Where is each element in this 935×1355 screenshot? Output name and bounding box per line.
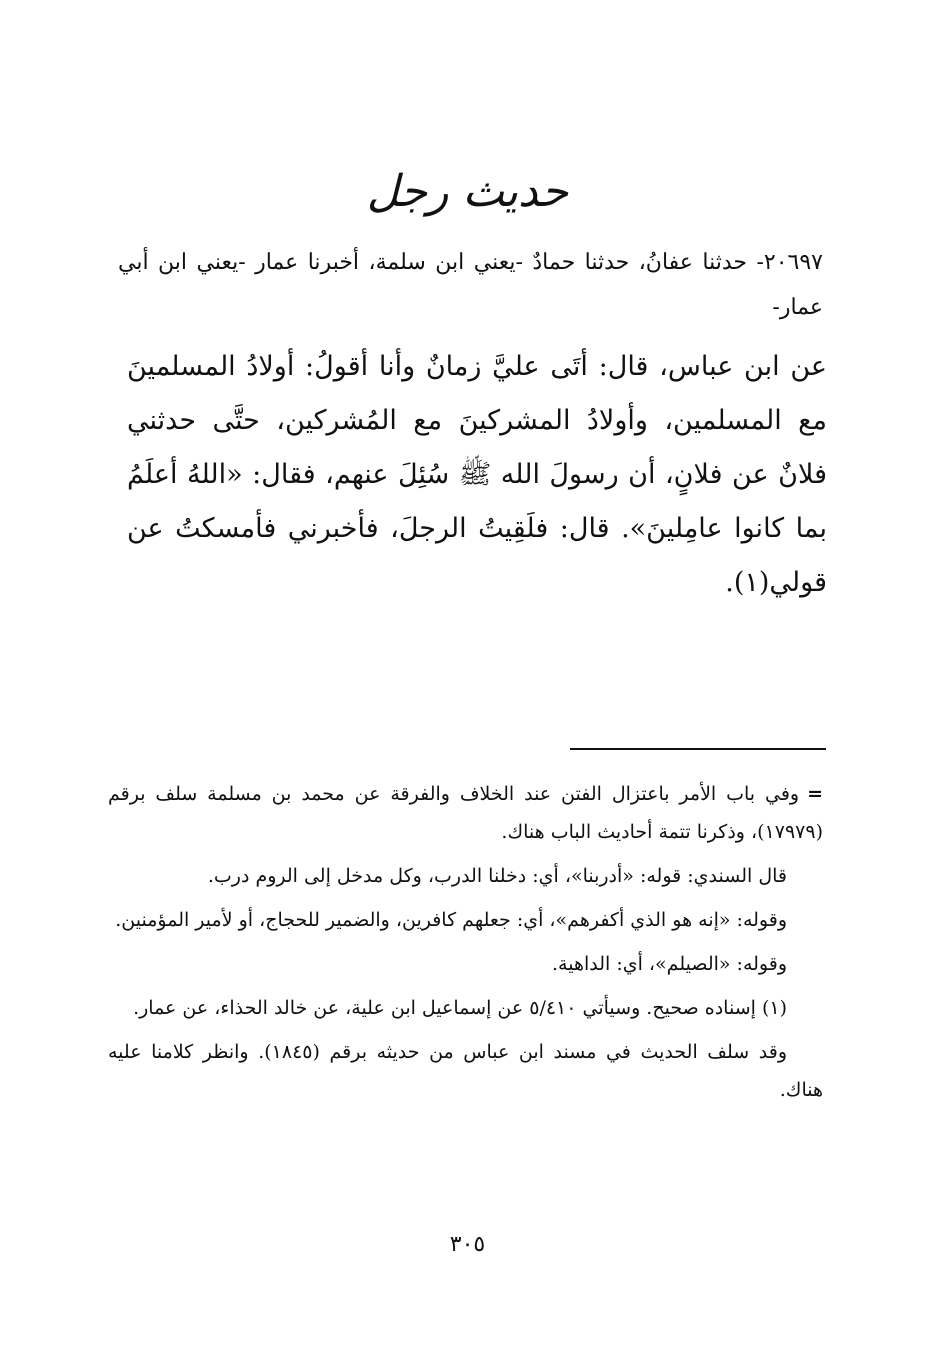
footnote-line: وقوله: «إنه هو الذي أكفرهم»، أي: جعلهم كافرين، والضمير للحجاج، أو لأمير المؤمنين. [115, 909, 787, 931]
footnote-text: وفي باب الأمر باعتزال الفتن عند الخلاف والفرقة عن محمد بن مسلمة سلف برقم (١٧٩٧٩)، وذكرنا تتمة أحاديث الباب هناك. [108, 783, 823, 843]
footnote-line: قال السندي: قوله: «أدربنا»، أي: دخلنا الدرب، وكل مدخل إلى الروم درب. [207, 865, 787, 887]
footnote-line: وقد سلف الحديث في مسند ابن عباس من حديثه برقم (١٨٤٥). وانظر كلامنا عليه هناك. [108, 1041, 823, 1101]
hadith-matn [127, 340, 827, 610]
footnote-line [108, 775, 823, 851]
isnad-text: ٢٠٦٩٧- حدثنا عفانُ، حدثنا حمادٌ -يعني ابن سلمة، أخبرنا عمار -يعني ابن أبي عمار- [118, 250, 823, 320]
hadith-isnad [118, 240, 823, 330]
footnote-line: (١) إسناده صحيح. وسيأتي ٥/٤١٠ عن إسماعيل ابن علية، عن خالد الحذاء، عن عمار. [133, 997, 787, 1019]
section-heading: حديث رجل [366, 166, 569, 217]
footnotes [108, 775, 823, 1115]
page-number: ٣٠٥ [449, 1232, 486, 1257]
continuation-mark: = [807, 783, 823, 805]
footnote-line: وقوله: «الصيلم»، أي: الداهية. [551, 953, 787, 975]
footnote-divider [570, 748, 826, 750]
matn-text: عن ابن عباس، قال: أتَى عليَّ زمانٌ وأنا أقولُ: أولادُ المسلمينَ مع المسلمين، وأولادُ المشركينَ مع المُشركين، حتَّى حدثني فلانٌ عن فلانٍ، أن رسولَ الله ﷺ سُئِلَ عنهم، فقال: «اللهُ أعلَمُ بما كانوا عامِلينَ». قال: فلَقِيتُ الرجلَ، فأخبرني فأمسكتُ عن قولي(١). [127, 351, 827, 598]
